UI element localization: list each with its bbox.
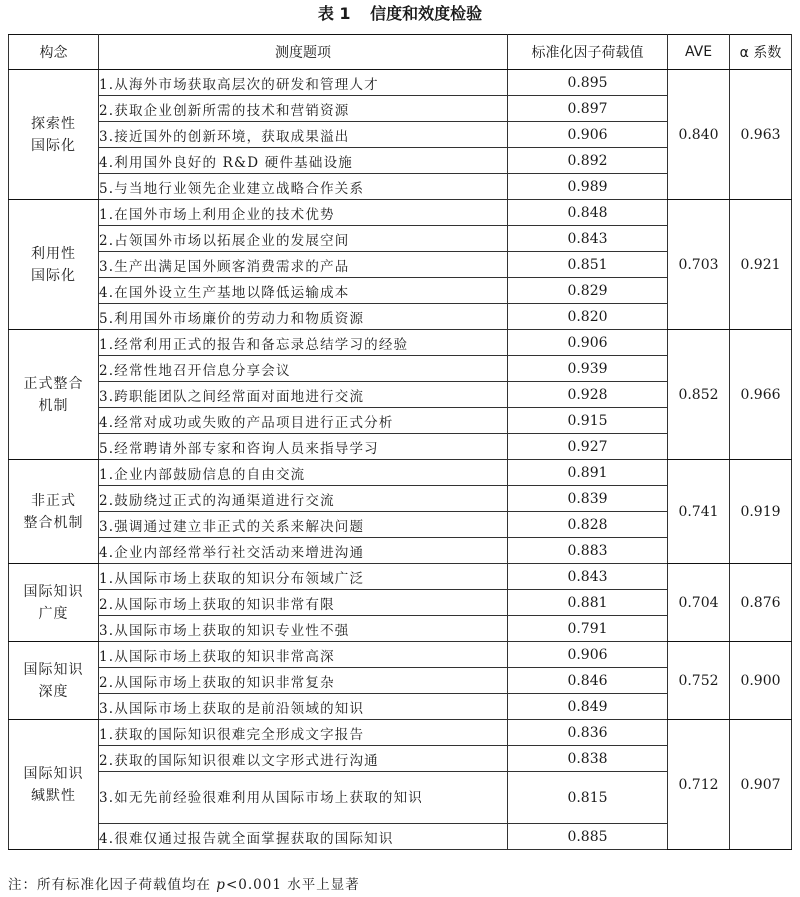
table-row: [9, 720, 792, 746]
item-text: 4.企业内部经常举行社交活动来增进沟通: [99, 538, 508, 564]
construct-name-line: 非正式: [31, 492, 76, 509]
item-text: 2.获取企业创新所需的技术和营销资源: [99, 96, 508, 122]
item-text: 1.从海外市场获取高层次的研发和管理人才: [99, 70, 508, 96]
item-text: 2.获取的国际知识很难以文字形式进行沟通: [99, 746, 508, 772]
construct-name: [9, 642, 99, 720]
factor-loading-value: 0.820: [508, 304, 668, 330]
alpha-value: 0.963: [730, 70, 792, 200]
ave-value: 0.752: [668, 642, 730, 720]
factor-loading-value: 0.881: [508, 590, 668, 616]
table-title: 信度和效度检验: [370, 4, 483, 23]
construct-name-line: 国际化: [31, 137, 76, 154]
table-number: 表 1: [317, 4, 351, 23]
factor-loading-value: 0.839: [508, 486, 668, 512]
factor-loading-value: 0.927: [508, 434, 668, 460]
factor-loading-value: 0.885: [508, 824, 668, 850]
note-p-symbol: p: [216, 877, 226, 893]
header-alpha: α 系数: [730, 35, 792, 70]
item-text: 1.从国际市场上获取的知识非常高深: [99, 642, 508, 668]
item-text: 4.很难仅通过报告就全面掌握获取的国际知识: [99, 824, 508, 850]
construct-name-line: 国际知识: [23, 765, 84, 782]
construct-name-line: 正式整合: [23, 375, 84, 392]
construct-name-line: 整合机制: [23, 514, 84, 531]
table-row: [9, 200, 792, 226]
factor-loading-value: 0.851: [508, 252, 668, 278]
construct-name-line: 探索性: [31, 115, 76, 132]
factor-loading-value: 0.828: [508, 512, 668, 538]
construct-name: [9, 200, 99, 330]
factor-loading-value: 0.848: [508, 200, 668, 226]
factor-loading-value: 0.883: [508, 538, 668, 564]
factor-loading-value: 0.791: [508, 616, 668, 642]
factor-loading-value: 0.897: [508, 96, 668, 122]
item-text: 1.经常利用正式的报告和备忘录总结学习的经验: [99, 330, 508, 356]
construct-name: [9, 460, 99, 564]
table-body: [9, 70, 792, 850]
ave-value: 0.741: [668, 460, 730, 564]
table-row: [9, 70, 792, 96]
factor-loading-value: 0.892: [508, 148, 668, 174]
item-text: 2.经常性地召开信息分享会议: [99, 356, 508, 382]
construct-name-line: 机制: [38, 397, 69, 414]
factor-loading-value: 0.906: [508, 330, 668, 356]
item-text: 1.在国外市场上利用企业的技术优势: [99, 200, 508, 226]
item-text: 3.从国际市场上获取的是前沿领域的知识: [99, 694, 508, 720]
factor-loading-value: 0.891: [508, 460, 668, 486]
ave-value: 0.840: [668, 70, 730, 200]
item-text: 1.从国际市场上获取的知识分布领域广泛: [99, 564, 508, 590]
item-text: 4.利用国外良好的 R&D 硬件基础设施: [99, 148, 508, 174]
reliability-validity-table: [8, 34, 792, 850]
construct-name: [9, 720, 99, 850]
alpha-value: 0.907: [730, 720, 792, 850]
item-text: 5.利用国外市场廉价的劳动力和物质资源: [99, 304, 508, 330]
factor-loading-value: 0.895: [508, 70, 668, 96]
factor-loading-value: 0.928: [508, 382, 668, 408]
factor-loading-value: 0.843: [508, 564, 668, 590]
construct-name: [9, 70, 99, 200]
item-text: 4.经常对成功或失败的产品项目进行正式分析: [99, 408, 508, 434]
item-text: 1.获取的国际知识很难完全形成文字报告: [99, 720, 508, 746]
factor-loading-value: 0.838: [508, 746, 668, 772]
item-text: 5.经常聘请外部专家和咨询人员来指导学习: [99, 434, 508, 460]
ave-value: 0.704: [668, 564, 730, 642]
alpha-value: 0.921: [730, 200, 792, 330]
factor-loading-value: 0.836: [508, 720, 668, 746]
factor-loading-value: 0.846: [508, 668, 668, 694]
table-caption: [0, 2, 800, 28]
factor-loading-value: 0.989: [508, 174, 668, 200]
table-row: [9, 330, 792, 356]
construct-name-line: 国际知识: [23, 661, 84, 678]
factor-loading-value: 0.829: [508, 278, 668, 304]
header-loading: 标准化因子荷载值: [508, 35, 668, 70]
item-text: 2.占领国外市场以拓展企业的发展空间: [99, 226, 508, 252]
note-prefix: 注：所有标准化因子荷载值均在: [8, 877, 217, 893]
item-text: 5.与当地行业领先企业建立战略合作关系: [99, 174, 508, 200]
table-note: [8, 873, 360, 893]
alpha-value: 0.900: [730, 642, 792, 720]
table-row: [9, 460, 792, 486]
construct-name: [9, 564, 99, 642]
header-construct: 构念: [9, 35, 99, 70]
factor-loading-value: 0.849: [508, 694, 668, 720]
factor-loading-value: 0.915: [508, 408, 668, 434]
construct-name-line: 缄默性: [31, 787, 76, 804]
note-suffix: <0.001 水平上显著: [225, 877, 360, 893]
factor-loading-value: 0.843: [508, 226, 668, 252]
item-text: 3.接近国外的创新环境，获取成果溢出: [99, 122, 508, 148]
factor-loading-value: 0.815: [508, 772, 668, 824]
item-text: 3.生产出满足国外顾客消费需求的产品: [99, 252, 508, 278]
construct-name-line: 国际知识: [23, 583, 84, 600]
alpha-value: 0.966: [730, 330, 792, 460]
construct-name-line: 深度: [38, 683, 69, 700]
table-row: [9, 564, 792, 590]
construct-name-line: 国际化: [31, 267, 76, 284]
item-text: 3.如无先前经验很难利用从国际市场上获取的知识: [99, 772, 508, 824]
factor-loading-value: 0.906: [508, 642, 668, 668]
table-row: [9, 642, 792, 668]
construct-name-line: 利用性: [31, 245, 76, 262]
item-text: 3.从国际市场上获取的知识专业性不强: [99, 616, 508, 642]
item-text: 2.从国际市场上获取的知识非常有限: [99, 590, 508, 616]
ave-value: 0.712: [668, 720, 730, 850]
item-text: 2.鼓励绕过正式的沟通渠道进行交流: [99, 486, 508, 512]
construct-name: [9, 330, 99, 460]
item-text: 1.企业内部鼓励信息的自由交流: [99, 460, 508, 486]
ave-value: 0.852: [668, 330, 730, 460]
header-item: 测度题项: [99, 35, 508, 70]
factor-loading-value: 0.906: [508, 122, 668, 148]
item-text: 2.从国际市场上获取的知识非常复杂: [99, 668, 508, 694]
item-text: 3.跨职能团队之间经常面对面地进行交流: [99, 382, 508, 408]
item-text: 4.在国外设立生产基地以降低运输成本: [99, 278, 508, 304]
item-text: 3.强调通过建立非正式的关系来解决问题: [99, 512, 508, 538]
factor-loading-value: 0.939: [508, 356, 668, 382]
header-ave: AVE: [668, 35, 730, 70]
alpha-value: 0.919: [730, 460, 792, 564]
alpha-value: 0.876: [730, 564, 792, 642]
table-header-row: [9, 35, 792, 70]
ave-value: 0.703: [668, 200, 730, 330]
construct-name-line: 广度: [38, 605, 69, 622]
